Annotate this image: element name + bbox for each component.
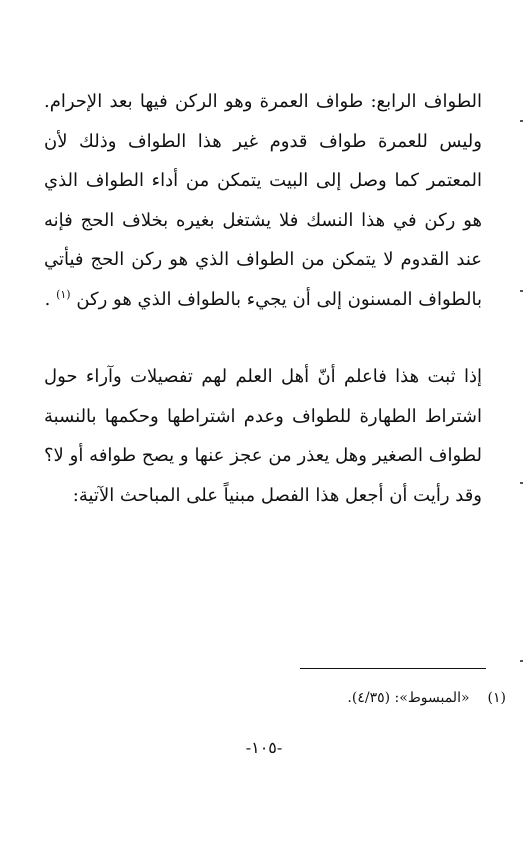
paragraph-second: إذا ثبت هذا فاعلم أنّ أهل العلم لهم تفصيلات وآراء حول اشتراط الطهارة للطواف وعدم اشتراطها وحكمها بالنسبة لطواف الصغير وهل يعذر من عجز عنها و يصح طوافه أو لا؟ وقد رأيت أن أجعل هذا الفصل مبنياً على المباحث الآتية: <box>44 366 483 506</box>
footnote <box>280 686 506 710</box>
footnote-separator <box>300 668 486 669</box>
page-number: -١٠٥- <box>245 738 283 757</box>
footnote-text: «المبسوط»: (٤/٣٥). <box>347 690 470 706</box>
page-edge-mark <box>520 120 523 122</box>
footnote-number: (١) <box>487 690 506 706</box>
page-edge-mark <box>520 660 523 662</box>
page-edge-mark <box>520 482 523 484</box>
paragraph-first-end: . <box>44 288 57 310</box>
footnote-reference: (١) <box>56 287 71 301</box>
page-edge-mark <box>520 290 523 292</box>
paragraph-first <box>44 82 482 319</box>
paragraph-first-text: الطواف الرابع: طواف العمرة وهو الركن فيها بعد الإحرام. وليس للعمرة طواف قدوم غير هذا الطواف وذلك لأن المعتمر كما وصل إلى البيت يتمكن من أداء الطواف الذي هو ركن في هذا النسك فلا يشتغل بغيره بخلاف الحج فإنه عند القدوم لا يتمكن من الطواف الذي هو ركن الحج فيأتي بالطواف المسنون إلى أن يجيء بالطواف الذي هو ركن <box>44 91 482 310</box>
